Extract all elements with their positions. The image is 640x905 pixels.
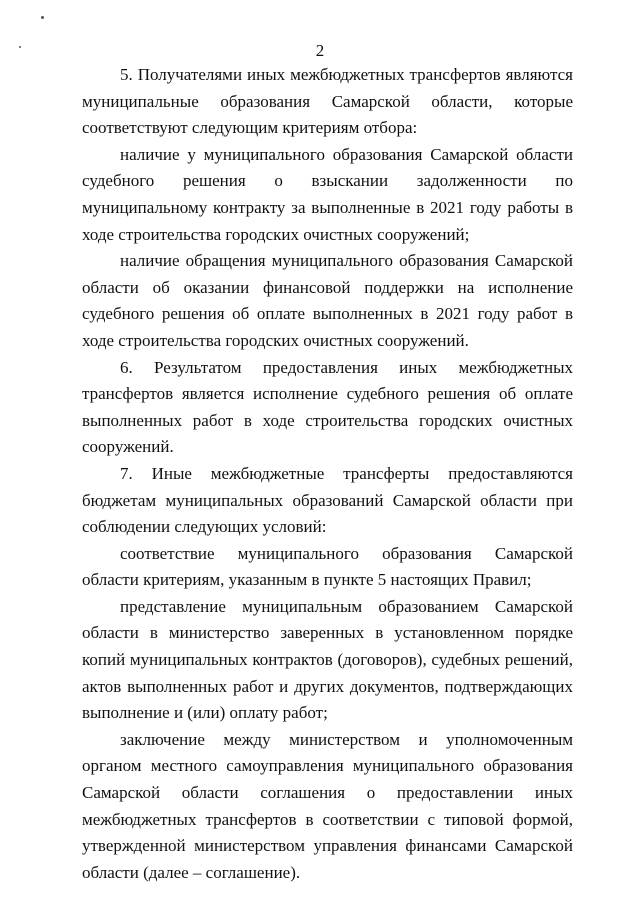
paragraph-criterion-appeal: наличие обращения муниципального образования Самарской области об оказании финансовой поддержки на исполнение судебного решения об оплате выполненных в 2021 году работ в ходе строительства городских очистных сооружений. [82, 251, 573, 350]
paragraph-criterion-court-decision: наличие у муниципального образования Самарской области судебного решения о взыскании задолженности по муниципальному контракту за выполненные в 2021 году работы в ходе строительства городских очистных сооружений; [82, 144, 573, 244]
paragraph-6-result: 6. Результатом предоставления иных межбюджетных трансфертов является исполнение судебного решения об оплате выполненных работ в ходе строительства городских очистных сооружений. [82, 357, 573, 457]
document-body [82, 62, 573, 886]
paragraph-condition-compliance: соответствие муниципального образования Самарской области критериям, указанным в пункте 5 настоящих Правил; [82, 543, 573, 590]
paragraph-condition-documents: представление муниципальным образованием Самарской области в министерство заверенных в установленном порядке копий муниципальных контрактов (договоров), судебных решений, актов выполненных работ и других документов, подтверждающих выполнение и (или) оплату работ; [82, 596, 573, 723]
paragraph-5-recipients: 5. Получателями иных межбюджетных трансфертов являются муниципальные образования Самарской области, которые соответствуют следующим критериям отбора: [82, 65, 573, 138]
page-number: 2 [315, 41, 325, 60]
paragraph-condition-agreement: заключение между министерством и уполномоченным органом местного самоуправления муниципального образования Самарской области соглашения о предоставлении иных межбюджетных трансфертов в соответствии с типовой формой, утвержденной министерством управления финансами Самарской области (далее – соглашение). [82, 729, 573, 882]
paragraph-7-conditions: 7. Иные межбюджетные трансферты предоставляются бюджетам муниципальных образований Самарской области при соблюдении следующих условий: [82, 463, 573, 537]
scan-speck [41, 16, 44, 19]
